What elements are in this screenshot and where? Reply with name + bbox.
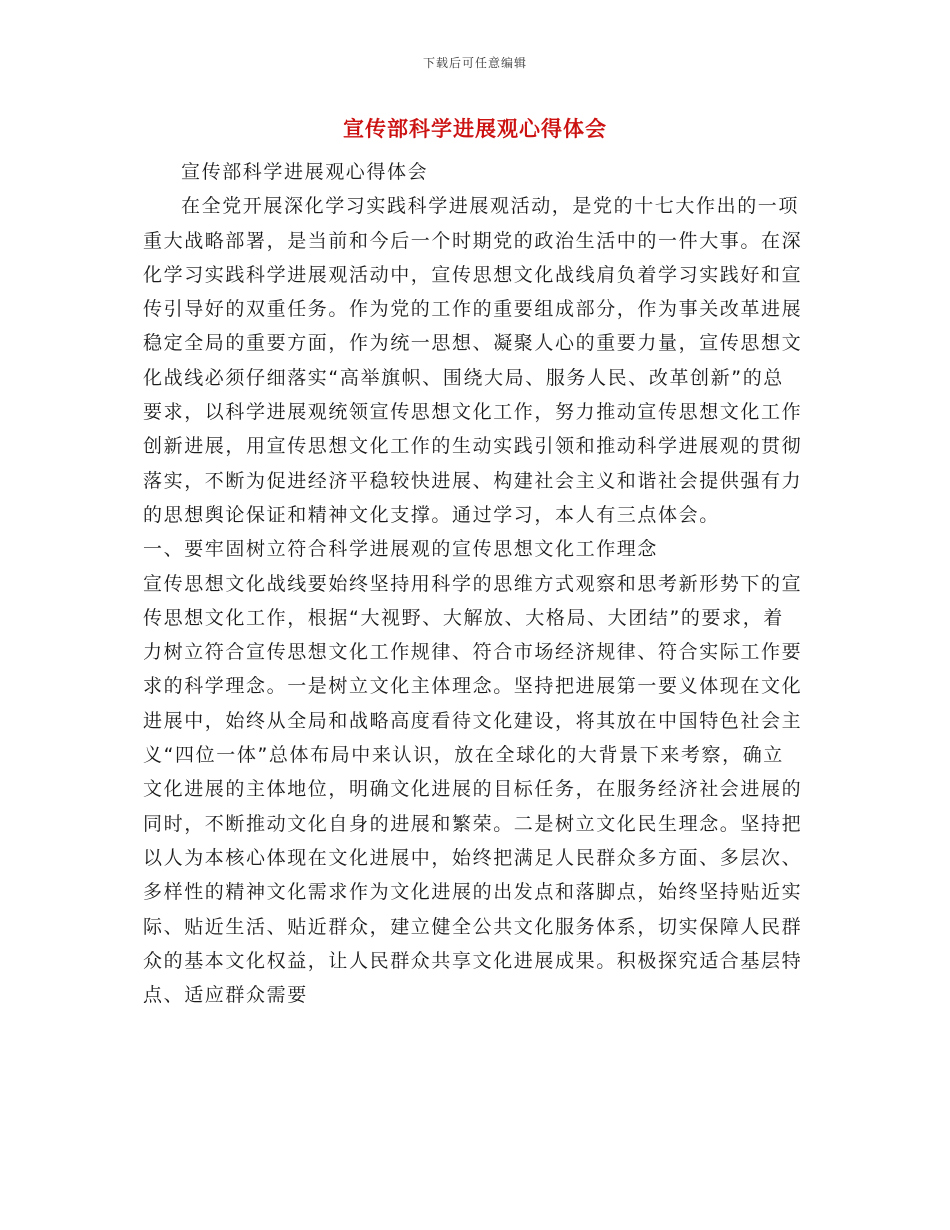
intro-paragraph: 在全党开展深化学习实践科学进展观活动，是党的十七大作出的一项重大战略部署，是当前和今后一个时期党的政治生活中的一件大事。在深化学习实践科学进展观活动中，宣传思想文化战线肩负着学习实践好和宣传引导好的双重任务。作为党的工作的重要组成部分，作为事关改革进展稳定全局的重要方面，作为统一思想、凝聚人心的重要力量，宣传思想文化战线必须仔细落实“高举旗帜、围绕大局、服务人民、改革创新”的总要求，以科学进展观统领宣传思想文化工作，努力推动宣传思想文化工作创新进展，用宣传思想文化工作的生动实践引领和推动科学进展观的贯彻落实，不断为促进经济平稳较快进展、构建社会主义和谐社会提供强有力的思想舆论保证和精神文化支撑。通过学习，本人有三点体会。 (143, 195, 803, 526)
section-1-paragraph: 宣传思想文化战线要始终坚持用科学的思维方式观察和思考新形势下的宣传思想文化工作，根据“大视野、大解放、大格局、大团结”的要求，着力树立符合宣传思想文化工作规律、符合市场经济规律、符合实际工作要求的科学理念。一是树立文化主体理念。坚持把进展第一要义体现在文化进展中，始终从全局和战略高度看待文化建设，将其放在中国特色社会主义“四位一体”总体布局中来认识，放在全球化的大背景下来考察，确立文化进展的主体地位，明确文化进展的目标任务，在服务经济社会进展的同时，不断推动文化自身的进展和繁荣。二是树立文化民生理念。坚持把以人为本核心体现在文化进展中，始终把满足人民群众多方面、多层次、多样性的精神文化需求作为文化进展的出发点和落脚点，始终坚持贴近实际、贴近生活、贴近群众，建立健全公共文化服务体系，切实保障人民群众的基本文化权益，让人民群众共享文化进展成果。积极探究适合基层特点、适应群众需要 (143, 572, 803, 1007)
section-heading-1: 一、要牢固树立符合科学进展观的宣传思想文化工作理念 (143, 538, 659, 561)
subtitle-line: 宣传部科学进展观心得体会 (181, 161, 429, 183)
document-title: 宣传部科学进展观心得体会 (343, 117, 607, 141)
document-body (143, 155, 803, 1012)
header-note: 下载后可任意编辑 (422, 56, 527, 70)
